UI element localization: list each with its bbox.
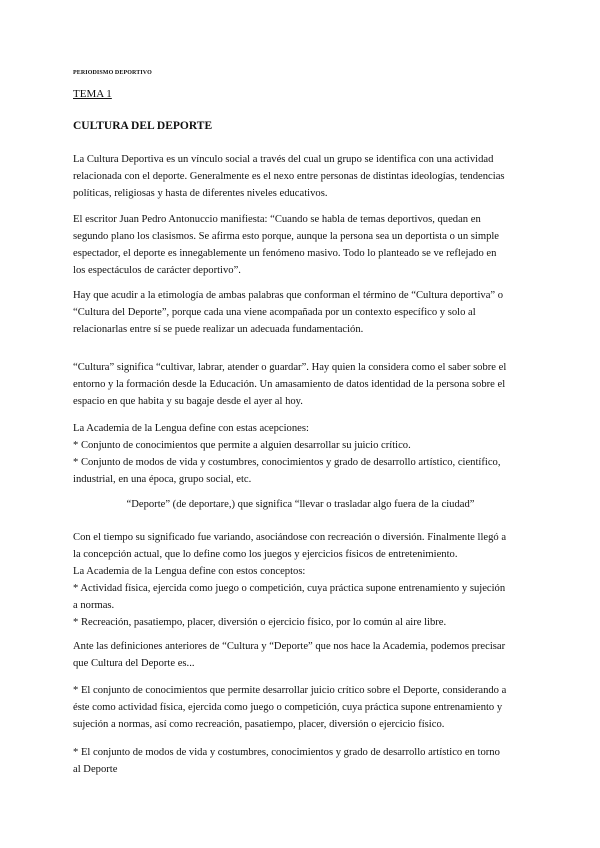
text-line: sujeción a normas, así como recreación, pasatiempo, placer, diversión o ejercicio físico. <box>73 719 445 730</box>
text-line: “Cultura del Deporte”, porque cada una viene acompañada por un contexto específico y solo al <box>73 307 476 318</box>
paragraph-academia-cultura <box>73 420 528 488</box>
text-line: * El conjunto de modos de vida y costumbres, conocimientos y grado de desarrollo artístico en torno <box>73 747 500 758</box>
text-line: relacionada con el deporte. Generalmente es el nexo entre personas de distintas ideologías, tendencias <box>73 171 505 182</box>
text-line: * Recreación, pasatiempo, placer, diversión o ejercicio físico, por lo común al aire libre. <box>73 617 447 628</box>
text-line: a normas. <box>73 600 115 611</box>
paragraph-cultura-significa <box>73 359 528 410</box>
text-line: “Cultura” significa “cultivar, labrar, atender o guardar”. Hay quien la considera como el saber sobre el <box>73 362 507 373</box>
text-line: al Deporte <box>73 764 118 775</box>
text-line: La Cultura Deportiva es un vínculo social a través del cual un grupo se identifica con una actividad <box>73 154 494 165</box>
text-line: espectador, el deporte es innegablemente un fenómeno masivo. Todo lo planteado se ve reflejado en <box>73 248 497 259</box>
text-line: segundo plano los clasismos. Se afirma esto porque, aunque la persona sea un deportista o un simple <box>73 231 500 242</box>
text-line: La Academia de la Lengua define con estos conceptos: <box>73 566 306 577</box>
paragraph-cultura-deportiva <box>73 151 528 202</box>
paragraph-precisar <box>73 638 528 672</box>
text-line: espacio en que habita y su bagaje desde el ayer al hoy. <box>73 396 303 407</box>
paragraph-antonuccio <box>73 211 528 279</box>
paragraph-modos-de-vida <box>73 744 528 778</box>
text-line: * Conjunto de conocimientos que permite a alguien desarrollar su juicio crítico. <box>73 440 411 451</box>
deporte-definition: “Deporte” (de deportare,) que significa “llevar o trasladar algo fuera de la ciudad” <box>126 499 475 510</box>
text-line: Hay que acudir a la etimología de ambas palabras que conforman el término de “Cultura deportiva” o <box>73 290 504 301</box>
paragraph-conocimientos <box>73 682 528 733</box>
section-label: PERIODISMO DEPORTIVO <box>73 70 152 76</box>
text-line: * El conjunto de conocimientos que permite desarrollar juicio crítico sobre el Deporte, considerando a <box>73 685 507 696</box>
paragraph-etimologia <box>73 287 528 338</box>
text-line: * Conjunto de modos de vida y costumbres, conocimientos y grado de desarrollo artístico, científico, <box>73 457 501 468</box>
text-line: Ante las definiciones anteriores de “Cultura y “Deporte” que nos hace la Academia, podemos precisar <box>73 641 506 652</box>
text-line: éste como actividad física, ejercida como juego o competición, cuya práctica supone entrenamiento y <box>73 702 503 713</box>
text-line: los espectáculos de carácter deportivo”. <box>73 265 241 276</box>
text-line: Con el tiempo su significado fue variando, asociándose con recreación o diversión. Finalmente llegó a <box>73 532 507 543</box>
text-line: La Academia de la Lengua define con estas acepciones: <box>73 423 309 434</box>
text-line: políticas, religiosas y hasta de diferentes niveles educativos. <box>73 188 328 199</box>
text-line: El escritor Juan Pedro Antonuccio manifiesta: “Cuando se habla de temas deportivos, quedan en <box>73 214 481 225</box>
text-line: relacionarlas entre sí se puede realizar un adecuada fundamentación. <box>73 324 364 335</box>
text-line: que Cultura del Deporte es... <box>73 658 195 669</box>
text-line: entorno y la formación desde la Educación. Un amasamiento de datos identidad de la persona sobre el <box>73 379 506 390</box>
paragraph-evolucion-deporte <box>73 529 528 631</box>
text-line: la concepción actual, que lo define como los juegos y ejercicios físicos de entretenimiento. <box>73 549 458 560</box>
topic-heading: TEMA 1 <box>73 88 112 100</box>
text-line: industrial, en una época, grupo social, etc. <box>73 474 252 485</box>
page-title: CULTURA DEL DEPORTE <box>73 120 213 132</box>
text-line: * Actividad física, ejercida como juego o competición, cuya práctica supone entrenamiento y sujeción <box>73 583 506 594</box>
